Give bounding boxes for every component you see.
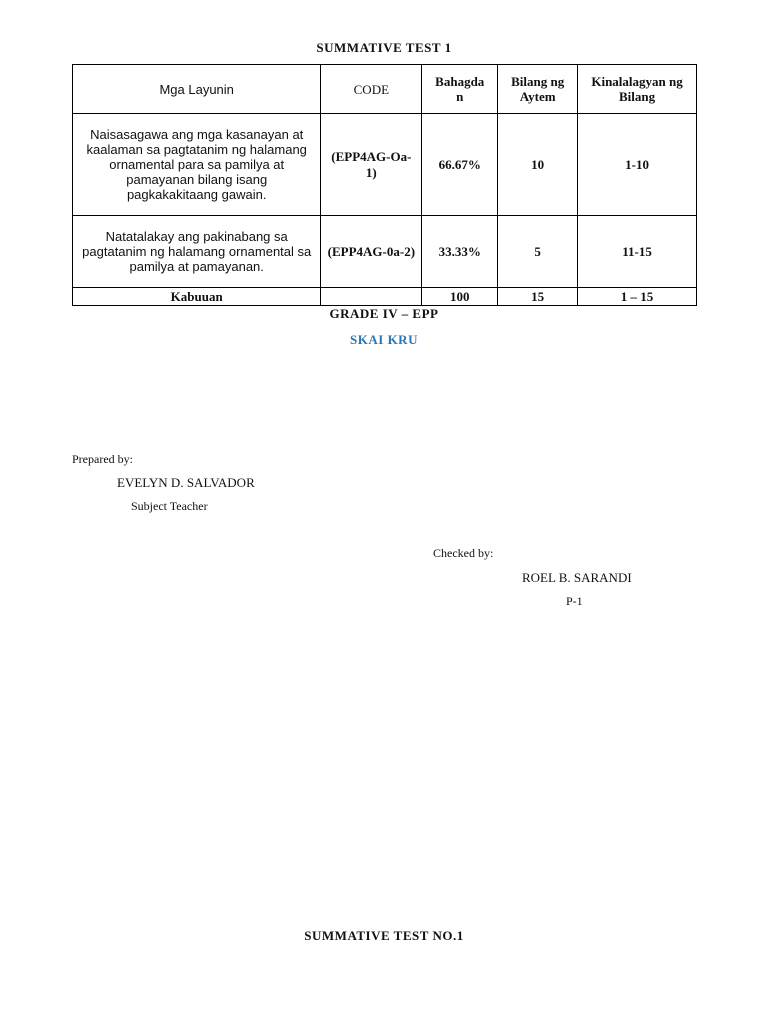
table-header-row [73,65,697,114]
preparer-name: EVELYN D. SALVADOR [117,475,255,490]
item-count-cell: 10 [498,114,578,216]
table-of-specifications [72,64,697,306]
header-percent: Bahagda n [422,65,498,114]
preparer-title: Subject Teacher [131,499,208,513]
table-row [73,216,697,288]
placement-cell: 11-15 [578,216,697,288]
total-code-cell [321,288,422,306]
total-label-cell: Kabuuan [73,288,321,306]
placement-cell: 1-10 [578,114,697,216]
checker-name: ROEL B. SARANDI [522,570,632,585]
code-cell: (EPP4AG-0a-2) [321,216,422,288]
table-row [73,114,697,216]
percent-cell: 66.67% [422,114,498,216]
page-title: SUMMATIVE TEST 1 [316,40,452,55]
prepared-by-label: Prepared by: [72,452,133,466]
percent-cell: 33.33% [422,216,498,288]
checked-by-label: Checked by: [433,546,494,560]
total-items-cell: 15 [498,288,578,306]
table-total-row [73,288,697,306]
school-name: SKAI KRU [350,332,418,347]
grade-subject: GRADE IV – EPP [329,306,439,321]
checker-title: P-1 [566,594,583,608]
header-item-count: Bilang ng Aytem [498,65,578,114]
objective-cell: Natatalakay ang pakinabang sa pagtatanim ng halamang ornamental sa pamilya at pamayanan. [73,216,321,288]
header-code: CODE [321,65,422,114]
total-placement-cell: 1 – 15 [578,288,697,306]
code-cell: (EPP4AG-Oa-1) [321,114,422,216]
total-percent-cell: 100 [422,288,498,306]
header-item-placement: Kinalalagyan ng Bilang [578,65,697,114]
header-objectives: Mga Layunin [73,65,321,114]
objective-cell: Naisasagawa ang mga kasanayan at kaalaman sa pagtatanim ng halamang ornamental para sa pamilya at pamayanan bilang isang pagkakakitaang gawain. [73,114,321,216]
footer-heading: SUMMATIVE TEST NO.1 [304,928,464,943]
item-count-cell: 5 [498,216,578,288]
